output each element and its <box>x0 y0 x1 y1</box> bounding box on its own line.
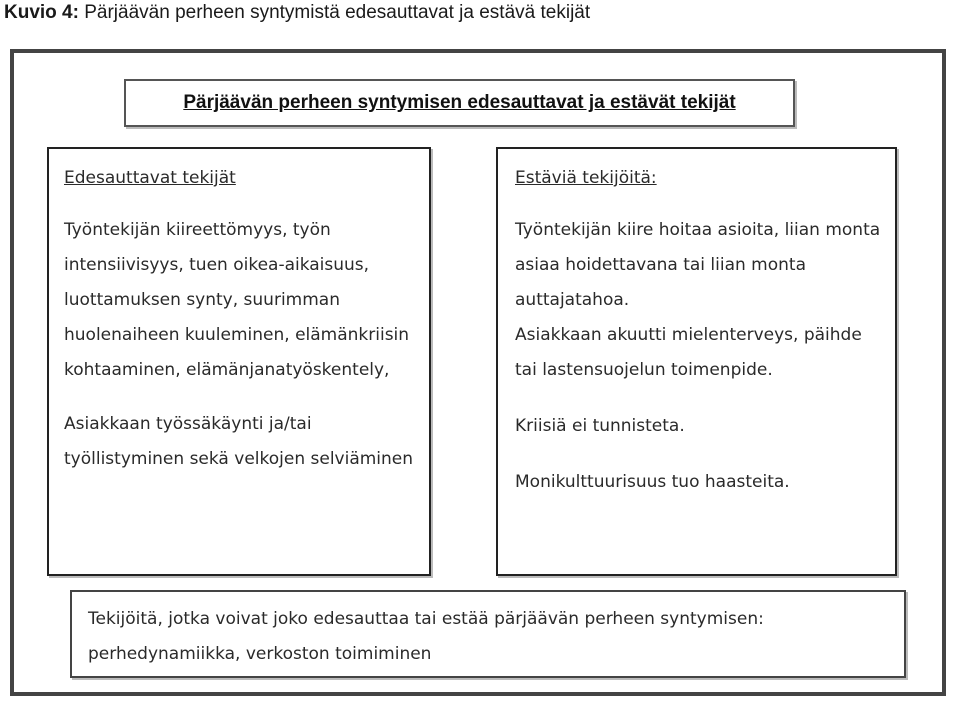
diagram-title-box <box>124 79 795 127</box>
mixed-factors-text: Tekijöitä, jotka voivat joko edesauttaa tai estää pärjäävän perheen syntymisen: perhedynamiikka, verkoston toimiminen <box>88 609 764 664</box>
hindering-factor-item: Kriisiä ei tunnisteta. <box>515 416 685 436</box>
figure-caption-lead: Kuvio 4: <box>4 2 79 23</box>
enabling-factors-box <box>47 147 431 576</box>
figure-caption-text: Pärjäävän perheen syntymistä edesauttavat ja estävä tekijät <box>78 2 591 23</box>
enabling-factor-item: Työntekijän kiireettömyys, työn intensiivisyys, tuen oikea-aikaisuus, luottamuksen synty, suurimman huolenaiheen kuuleminen, elämänkriisin kohtaaminen, elämänjanatyöskentely, <box>64 220 410 380</box>
mixed-factors-box <box>70 590 906 678</box>
hindering-factors-box <box>496 147 897 576</box>
figure-caption <box>4 2 590 24</box>
enabling-factor-item: Asiakkaan työssäkäynti ja/tai työllistyminen sekä velkojen selviäminen <box>64 414 414 469</box>
hindering-factor-item: Monikulttuurisuus tuo haasteita. <box>515 472 790 492</box>
hindering-factors-heading: Estäviä tekijöitä: <box>515 168 657 188</box>
diagram-title: Pärjäävän perheen syntymisen edesauttavat ja estävät tekijät <box>183 92 736 113</box>
enabling-factors-heading: Edesauttavat tekijät <box>64 168 236 188</box>
hindering-factor-item: Työntekijän kiire hoitaa asioita, liian monta asiaa hoidettavana tai liian monta auttajatahoa. <box>515 220 881 310</box>
hindering-factor-item: Asiakkaan akuutti mielenterveys, päihde tai lastensuojelun toimenpide. <box>515 325 862 380</box>
